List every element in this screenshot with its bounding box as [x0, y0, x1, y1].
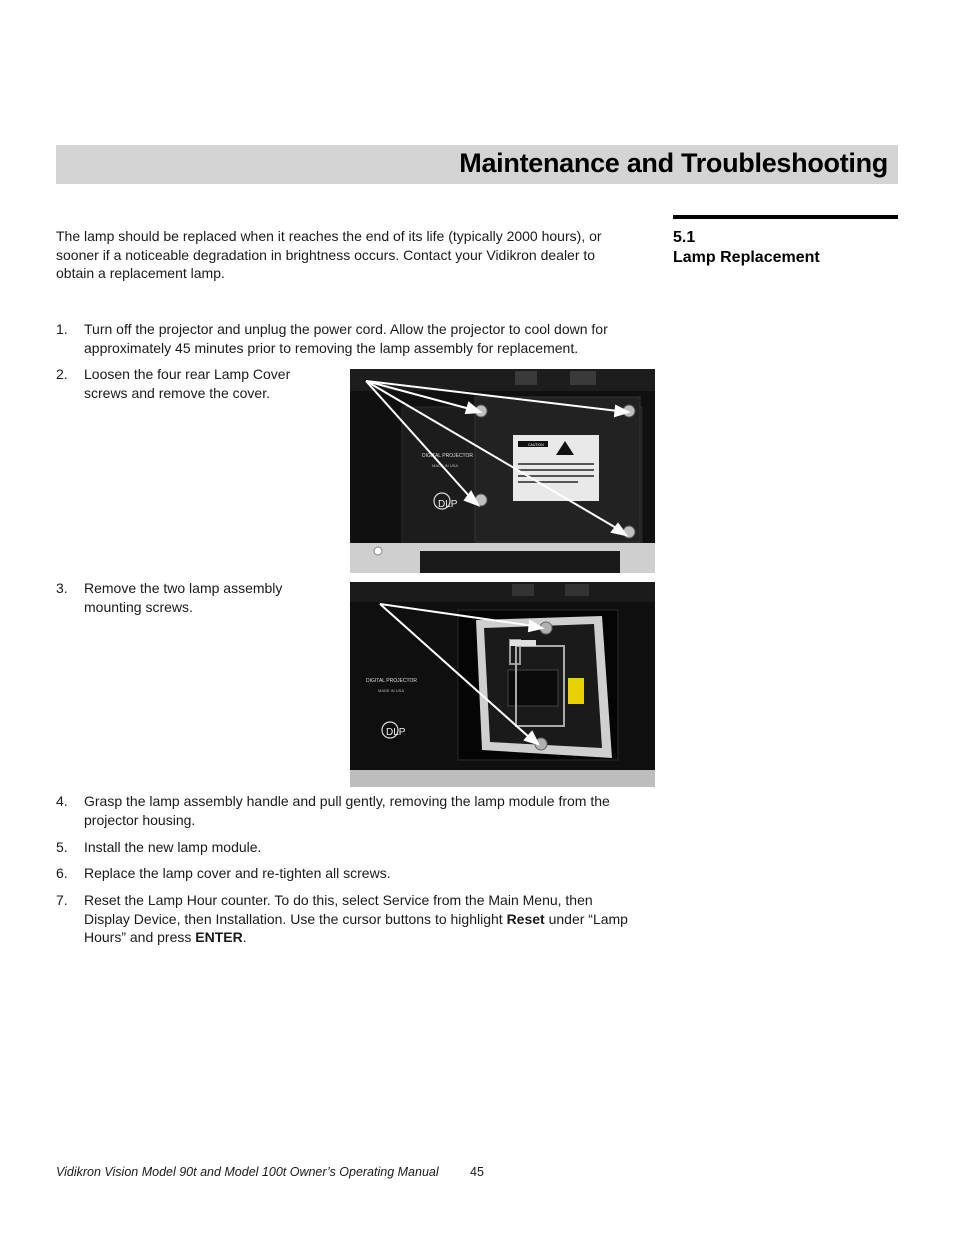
footer-manual-title: Vidikron Vision Model 90t and Model 100t Owner’s Operating Manual — [56, 1165, 439, 1179]
intro-paragraph: The lamp should be replaced when it reaches the end of its life (typically 2000 hours), or sooner if a noticeable degradation in brightness occurs. Contact your Vidikron dealer to obtain a replacement lamp. — [56, 228, 602, 281]
reset-label: Reset — [506, 910, 545, 927]
chapter-title-bar — [56, 145, 898, 184]
step-number: 6. — [56, 865, 68, 881]
photo-label-made: MADE IN USA — [432, 463, 459, 468]
step-text: Turn off the projector and unplug the power cord. Allow the projector to cool down for approximately 45 minutes prior to removing the lamp assembly for replacement. — [84, 321, 608, 356]
photo-label-made: MADE IN USA — [378, 688, 405, 693]
step-number: 4. — [56, 793, 68, 809]
step-text: Replace the lamp cover and re-tighten all screws. — [84, 865, 391, 881]
step-text: Loosen the four rear Lamp Cover screws and remove the cover. — [84, 366, 291, 401]
section-rule — [673, 215, 898, 219]
step-number: 5. — [56, 839, 68, 855]
photo-label-projector: DIGITAL PROJECTOR — [422, 453, 474, 459]
step-text: Reset the Lamp Hour counter. To do this, select Service from the Main Menu, then Display Device, then Installation. Use the cursor buttons to highlight Reset under “Lamp Hours” and press ENTER. — [84, 892, 628, 945]
section-title: Lamp Replacement — [673, 249, 820, 266]
lamp-assembly-photo — [350, 582, 655, 787]
photo-label-caution: CAUTION — [528, 443, 544, 447]
step-text: Install the new lamp module. — [84, 839, 262, 855]
dlp-logo: DLP — [438, 499, 458, 510]
lamp-cover-photo — [350, 369, 655, 573]
step-text: Remove the two lamp assembly mounting screws. — [84, 580, 283, 615]
page-number: 45 — [470, 1165, 484, 1179]
step-text: Grasp the lamp assembly handle and pull gently, removing the lamp module from the projector housing. — [84, 793, 610, 828]
dlp-logo: DLP — [386, 727, 406, 738]
step-number: 3. — [56, 580, 68, 596]
enter-label: ENTER — [195, 929, 243, 945]
step-number: 7. — [56, 892, 68, 908]
step-number: 1. — [56, 321, 68, 337]
step-number: 2. — [56, 366, 68, 382]
chapter-title: Maintenance and Troubleshooting — [459, 148, 888, 178]
photo-label-projector: DIGITAL PROJECTOR — [366, 678, 418, 684]
section-number: 5.1 — [673, 229, 696, 246]
